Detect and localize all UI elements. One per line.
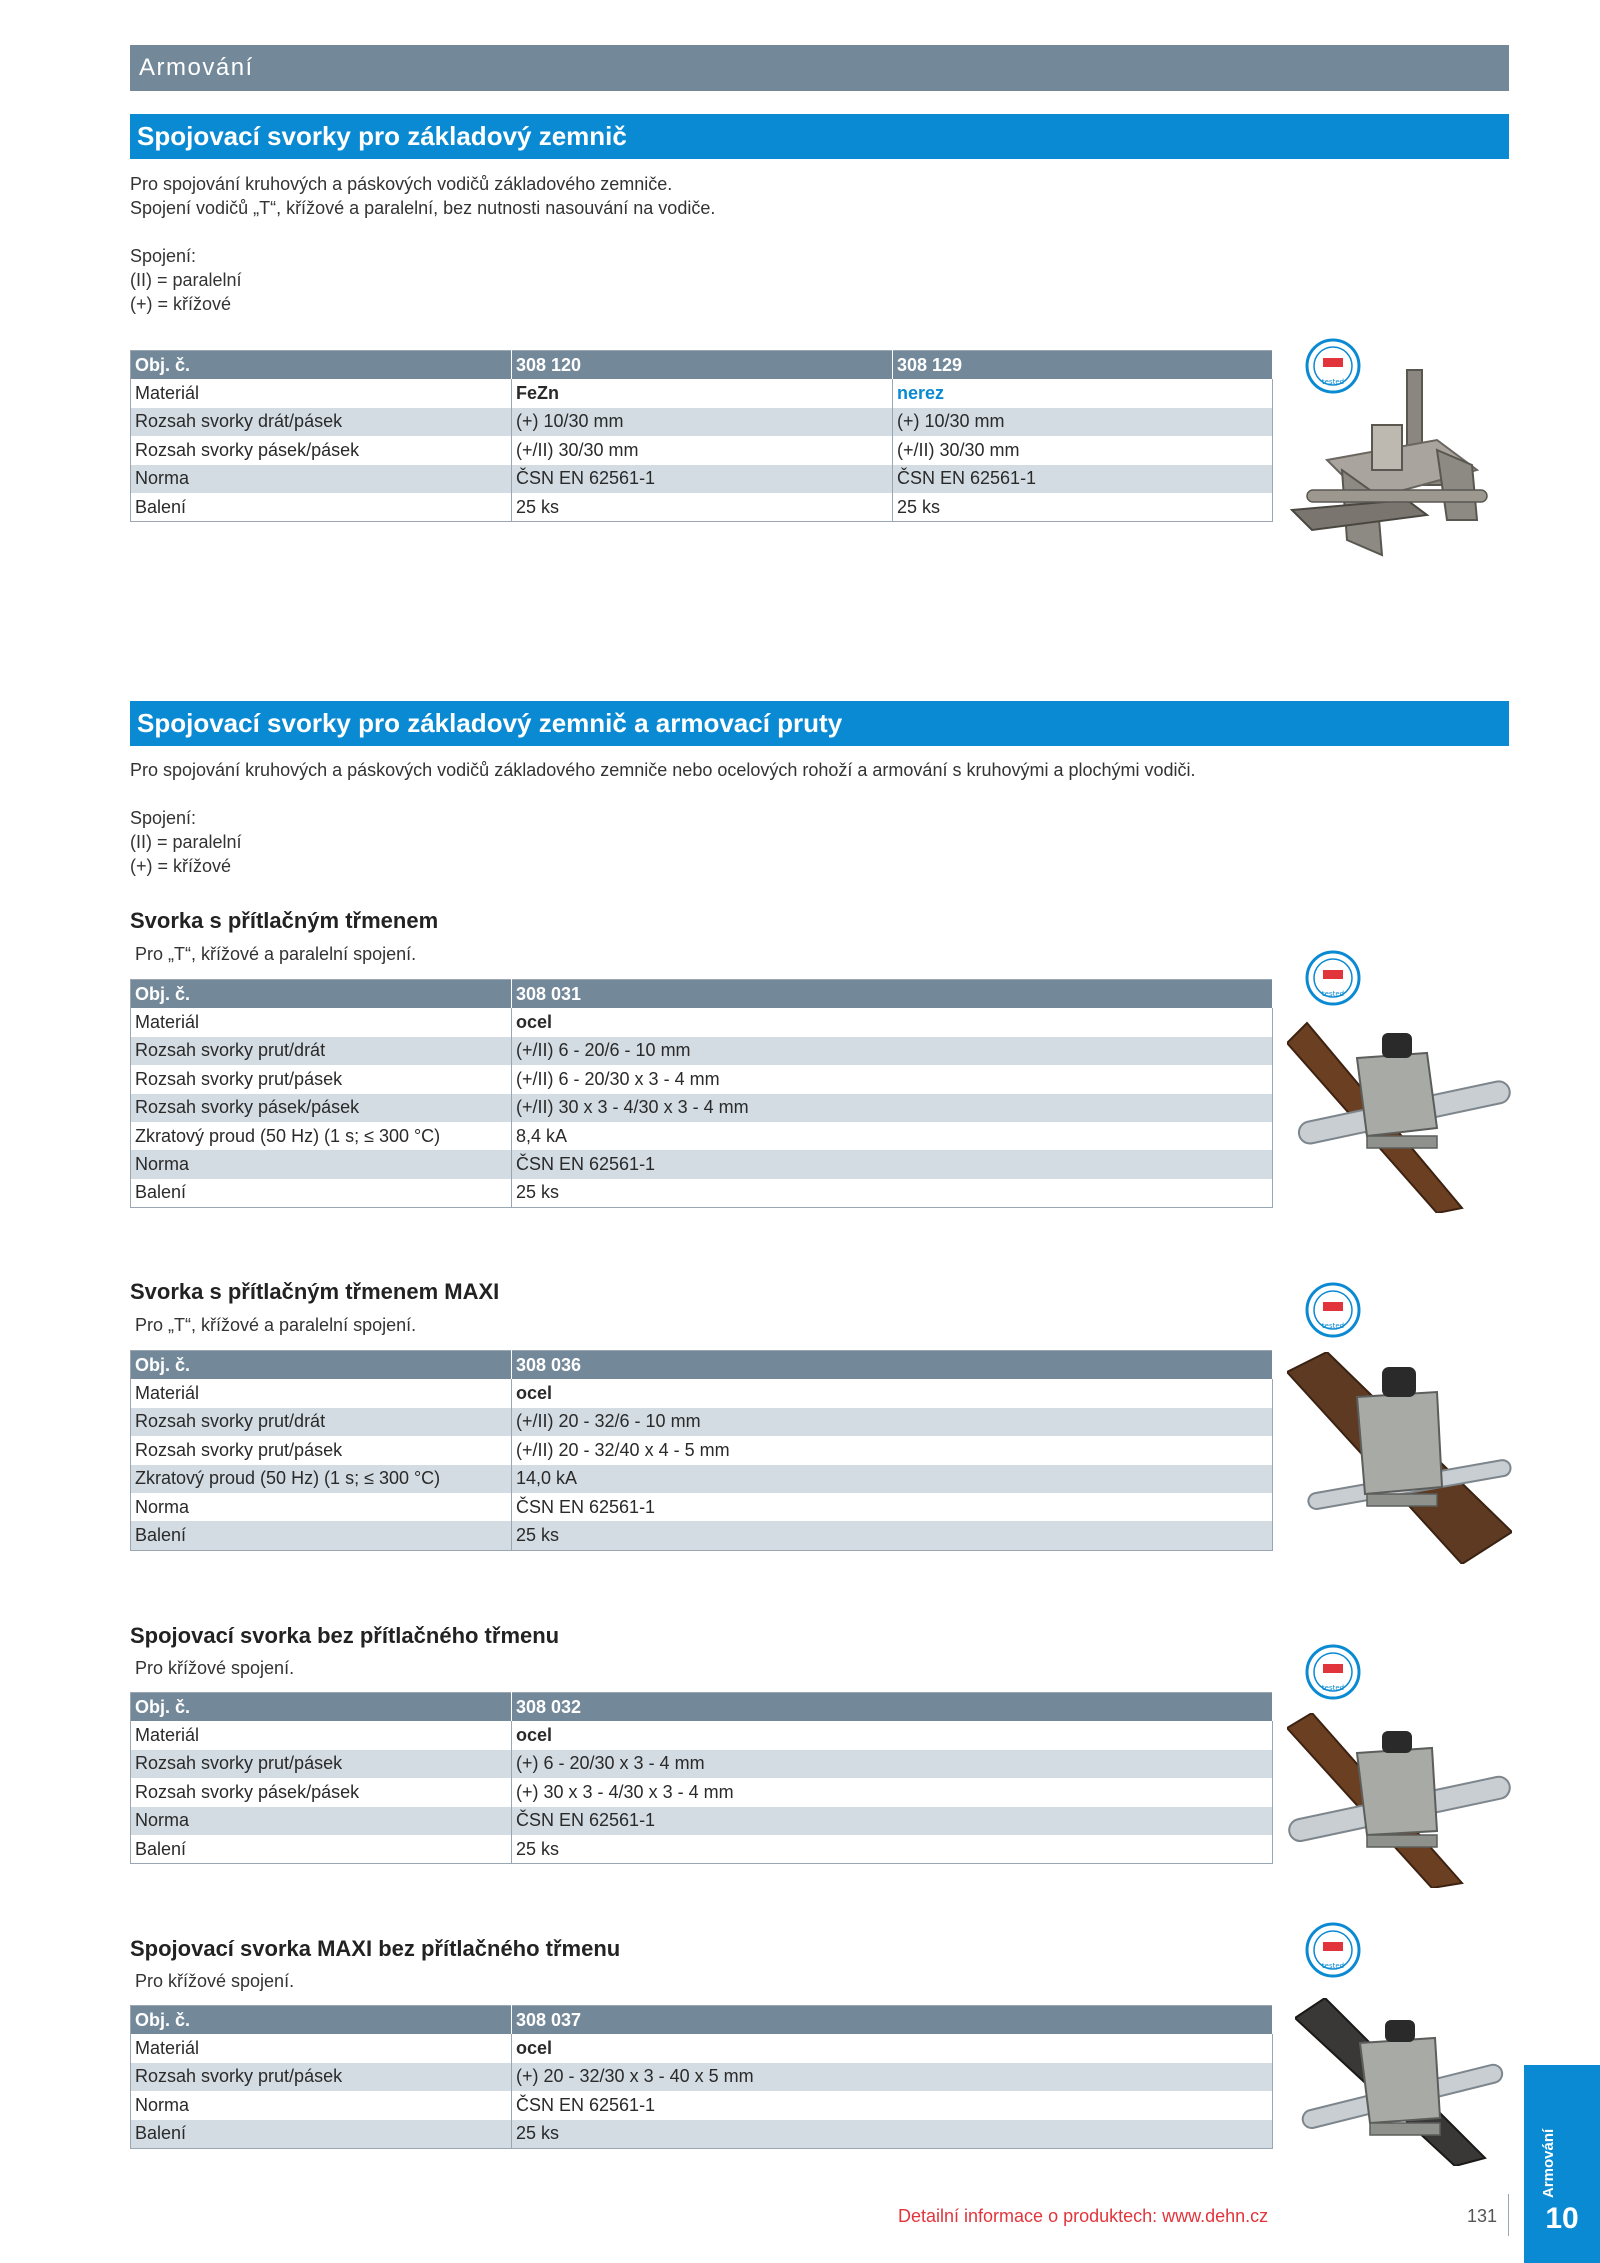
table-row: Rozsah svorky prut/drát (+/II) 20 - 32/6 - 10 mm — [131, 1408, 1273, 1436]
table-row: Zkratový proud (50 Hz) (1 s; ≤ 300 °C) 14,0 kA — [131, 1465, 1273, 1493]
page-number: 131 — [1467, 2206, 1498, 2226]
section2-description: Pro spojování kruhových a páskových vodičů základového zemniče nebo ocelových rohoží a armování s kruhovými a plochými vodiči. — [130, 760, 1196, 780]
svg-text:tested: tested — [1321, 378, 1345, 386]
tested-badge-icon — [1305, 1644, 1361, 1700]
category-title: Armování — [139, 54, 254, 81]
table-row: Norma ČSN EN 62561-1 — [131, 1493, 1273, 1521]
table-row: Balení 25 ks — [131, 1521, 1273, 1550]
table-row: Norma ČSN EN 62561-1 — [131, 1150, 1273, 1178]
chapter-tab-number: 10 — [1545, 2202, 1579, 2235]
footer-product-info-link[interactable]: Detailní informace o produktech: www.dehn.cz — [898, 2206, 1269, 2226]
spec-table-308031 — [130, 979, 1273, 1208]
table-row: Materiál FeZn nerez — [131, 379, 1273, 407]
clamp-photo-308037 — [1295, 1998, 1505, 2166]
table-row: Rozsah svorky prut/pásek (+/II) 20 - 32/40 x 4 - 5 mm — [131, 1436, 1273, 1464]
table-row: Materiál ocel — [131, 2034, 1273, 2062]
table-row: Rozsah svorky prut/pásek (+/II) 6 - 20/30 x 3 - 4 mm — [131, 1065, 1273, 1093]
table-row: Zkratový proud (50 Hz) (1 s; ≤ 300 °C) 8,4 kA — [131, 1122, 1273, 1150]
product-desc-308031: Pro „T“, křížové a paralelní spojení. — [135, 944, 417, 964]
table-row: Balení 25 ks — [131, 1179, 1273, 1208]
spec-table-308036 — [130, 1350, 1273, 1551]
section-title-1: Spojovací svorky pro základový zemnič — [130, 114, 1509, 159]
tested-badge-icon — [1305, 1282, 1361, 1338]
spec-table-1 — [130, 350, 1273, 522]
spec-table-308037 — [130, 2005, 1273, 2149]
chapter-tab-label: Armování — [1540, 2128, 1557, 2198]
spec-table-308032 — [130, 1692, 1273, 1864]
clamp-photo-308120 — [1287, 350, 1512, 565]
product-title-308036: Svorka s přítlačným třmenem MAXI — [130, 1279, 500, 1304]
product-title-308032: Spojovací svorka bez přítlačného třmenu — [130, 1623, 560, 1648]
clamp-photo-308031 — [1287, 1018, 1512, 1213]
table-header-row: Obj. č. 308 120 308 129 — [131, 351, 1273, 380]
table-row: Rozsah svorky prut/drát (+/II) 6 - 20/6 - 10 mm — [131, 1037, 1273, 1065]
category-bar — [130, 45, 1509, 91]
table-row: Norma ČSN EN 62561-1 — [131, 2091, 1273, 2119]
table-header-row: Obj. č. 308 031 — [131, 980, 1273, 1009]
product-desc-308032: Pro křížové spojení. — [135, 1658, 295, 1678]
product-desc-308036: Pro „T“, křížové a paralelní spojení. — [135, 1315, 417, 1335]
table-row: Rozsah svorky pásek/pásek (+/II) 30/30 mm (+/II) 30/30 mm — [131, 436, 1273, 464]
tested-badge-icon — [1305, 950, 1361, 1006]
section1-description: Pro spojování kruhových a páskových vodičů základového zemniče. Spojení vodičů „T“, křížové a paralelní, bez nutnosti nasouvání na vodiče. — [130, 174, 716, 218]
section2-connection: Spojení: (II) = paralelní (+) = křížové — [130, 808, 242, 876]
section-title-2: Spojovací svorky pro základový zemnič a armovací pruty — [130, 701, 1509, 746]
table-row: Balení 25 ks — [131, 1835, 1273, 1864]
table-row: Rozsah svorky prut/pásek (+) 6 - 20/30 x 3 - 4 mm — [131, 1750, 1273, 1778]
table-row: Materiál ocel — [131, 1721, 1273, 1749]
svg-text:tested: tested — [1321, 1684, 1345, 1692]
clamp-photo-308032 — [1287, 1713, 1512, 1888]
table-row: Norma ČSN EN 62561-1 ČSN EN 62561-1 — [131, 465, 1273, 493]
table-row: Rozsah svorky pásek/pásek (+/II) 30 x 3 - 4/30 x 3 - 4 mm — [131, 1094, 1273, 1122]
svg-text:tested: tested — [1321, 990, 1345, 998]
table-row: Materiál ocel — [131, 1008, 1273, 1036]
table-row: Rozsah svorky prut/pásek (+) 20 - 32/30 x 3 - 40 x 5 mm — [131, 2063, 1273, 2091]
svg-text:tested: tested — [1321, 1322, 1345, 1330]
table-header-row: Obj. č. 308 036 — [131, 1351, 1273, 1380]
table-row: Balení 25 ks 25 ks — [131, 493, 1273, 522]
table-row: Rozsah svorky pásek/pásek (+) 30 x 3 - 4/30 x 3 - 4 mm — [131, 1778, 1273, 1806]
tested-badge-icon — [1305, 1922, 1361, 1978]
table-row: Materiál ocel — [131, 1379, 1273, 1407]
table-row: Rozsah svorky drát/pásek (+) 10/30 mm (+) 10/30 mm — [131, 408, 1273, 436]
clamp-photo-308036 — [1287, 1352, 1512, 1564]
table-header-row: Obj. č. 308 037 — [131, 2006, 1273, 2035]
table-header-row: Obj. č. 308 032 — [131, 1693, 1273, 1722]
svg-text:tested: tested — [1321, 1962, 1345, 1970]
table-row: Balení 25 ks — [131, 2120, 1273, 2149]
section1-connection: Spojení: (II) = paralelní (+) = křížové — [130, 246, 242, 314]
table-row: Norma ČSN EN 62561-1 — [131, 1807, 1273, 1835]
product-title-308037: Spojovací svorka MAXI bez přítlačného třmenu — [130, 1936, 621, 1961]
footer-divider — [1508, 2194, 1509, 2236]
product-desc-308037: Pro křížové spojení. — [135, 1971, 295, 1991]
product-title-308031: Svorka s přítlačným třmenem — [130, 908, 439, 933]
